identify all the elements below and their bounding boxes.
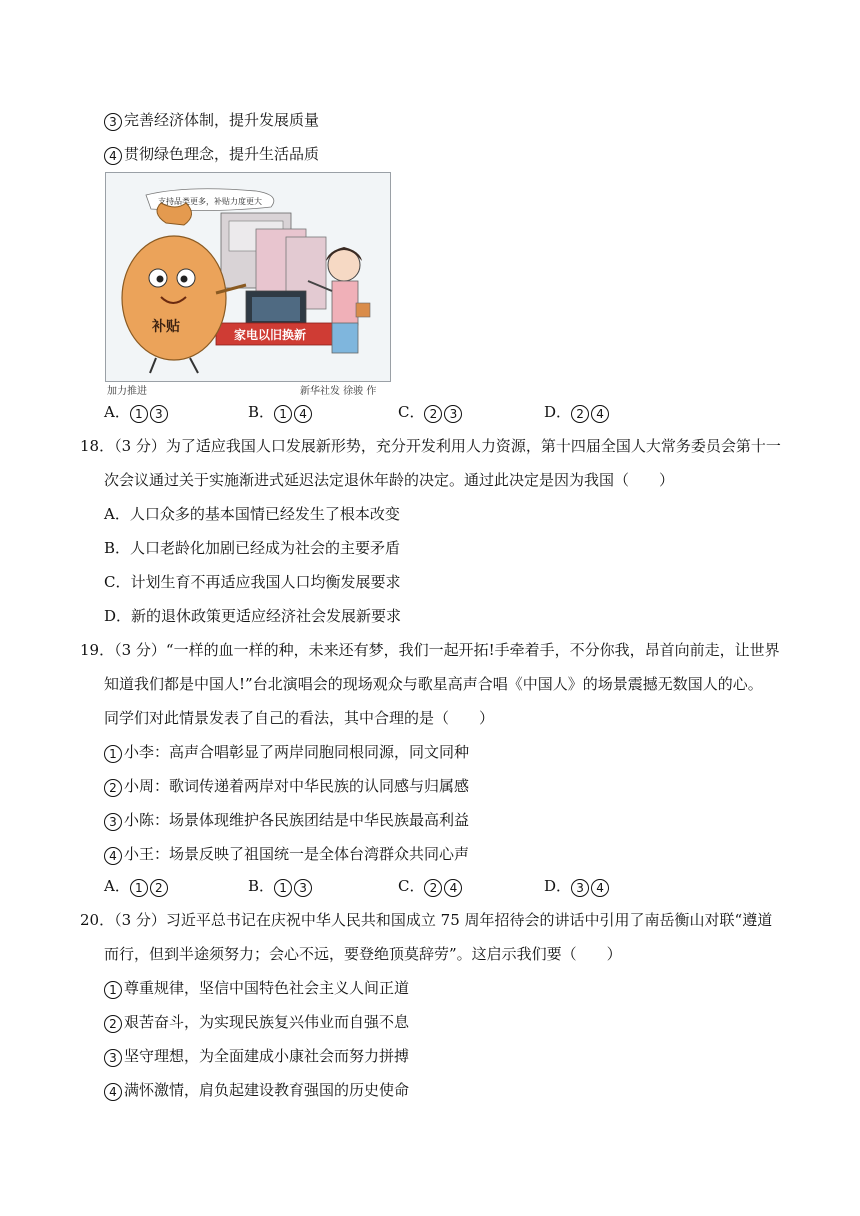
q18-stem-line-1: 18．（3 分）为了适应我国人口发展新形势，充分开发利用人力资源，第十四届全国人大常务委员会第十一 bbox=[80, 437, 781, 455]
q19-item-2: 2 小周：歌词传递着两岸对中华民族的认同感与归属感 bbox=[104, 776, 469, 797]
q19-item-4: 4 小王：场景反映了祖国统一是全体台湾群众共同心声 bbox=[104, 844, 469, 865]
q17-option-b[interactable]: B． 1 4 bbox=[248, 402, 314, 423]
circled-number: 4 bbox=[104, 147, 122, 165]
q18-option-c[interactable]: C．计划生育不再适应我国人口均衡发展要求 bbox=[104, 573, 401, 591]
q18-option-b[interactable]: B．人口老龄化加剧已经成为社会的主要矛盾 bbox=[104, 539, 401, 557]
bag-label-text: 补贴 bbox=[152, 319, 180, 335]
q19-option-a[interactable]: A． 1 2 bbox=[104, 876, 170, 897]
q17-item-4: 4 贯彻绿色理念，提升生活品质 bbox=[104, 144, 319, 165]
q19-stem-line-3: 同学们对此情景发表了自己的看法，其中合理的是（ ） bbox=[104, 709, 495, 727]
q20-item-3: 3 坚守理想，为全面建成小康社会而努力拼搏 bbox=[104, 1046, 409, 1067]
q19-item-1: 1 小李：高声合唱彰显了两岸同胞同根同源，同文同种 bbox=[104, 742, 469, 763]
q19-stem-line-1: 19．（3 分）“一样的血一样的种，未来还有梦，我们一起开拓!手牵着手，不分你我，昂首向前走，让世界 bbox=[80, 641, 780, 659]
q17-option-d[interactable]: D． 2 4 bbox=[544, 402, 611, 423]
q18-option-d[interactable]: D．新的退休政策更适应经济社会发展新要求 bbox=[104, 607, 402, 625]
circled-number: 3 bbox=[104, 113, 122, 131]
q17-option-c[interactable]: C． 2 3 bbox=[398, 402, 464, 423]
q20-stem-line-1: 20．（3 分）习近平总书记在庆祝中华人民共和国成立 75 周年招待会的讲话中引用了南岳衡山对联“遵道 bbox=[80, 911, 773, 929]
q20-item-4: 4 满怀激情，肩负起建设教育强国的历史使命 bbox=[104, 1080, 409, 1101]
q19-option-b[interactable]: B． 1 3 bbox=[248, 876, 314, 897]
q20-stem-line-2: 而行，但到半途须努力；会心不远，要登绝顶莫辞劳”。这启示我们要（ ） bbox=[104, 945, 622, 963]
q20-item-2: 2 艰苦奋斗，为实现民族复兴伟业而自强不息 bbox=[104, 1012, 409, 1033]
figure-caption-left: 加力推进 bbox=[107, 386, 147, 397]
q19-item-3: 3 小陈：场景体现维护各民族团结是中华民族最高利益 bbox=[104, 810, 469, 831]
q17-item-3: 3 完善经济体制，提升发展质量 bbox=[104, 110, 319, 131]
q20-item-1: 1 尊重规律，坚信中国特色社会主义人间正道 bbox=[104, 978, 409, 999]
q18-option-a[interactable]: A．人口众多的基本国情已经发生了根本改变 bbox=[104, 505, 400, 523]
q18-stem-line-2: 次会议通过关于实施渐进式延迟法定退休年龄的决定。通过此决定是因为我国（ ） bbox=[104, 471, 675, 489]
q19-option-c[interactable]: C． 2 4 bbox=[398, 876, 464, 897]
q17-option-a[interactable]: A． 1 3 bbox=[104, 402, 170, 423]
q19-stem-line-2: 知道我们都是中国人!”台北演唱会的现场观众与歌星高声合唱《中国人》的场景震撼无数国人的心。 bbox=[104, 675, 763, 693]
q19-option-d[interactable]: D． 3 4 bbox=[544, 876, 611, 897]
cartoon-figure bbox=[105, 172, 391, 382]
banner-top-text: 支持品类更多，补贴力度更大 bbox=[158, 197, 262, 206]
cartoon-illustration bbox=[106, 173, 390, 381]
figure-caption-right: 新华社发 徐骏 作 bbox=[300, 386, 377, 397]
banner-bottom-text: 家电以旧换新 bbox=[234, 328, 307, 342]
